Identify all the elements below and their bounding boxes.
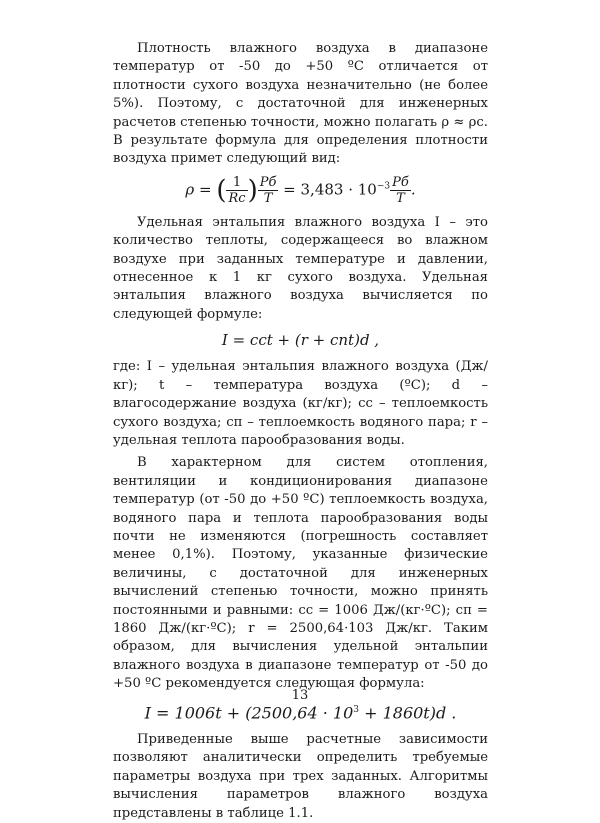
formula-enthalpy-numeric-text: I = 1006t + (2500,64 · 10 <box>144 702 354 722</box>
formula-density-frac2: $\frac{Pб}{T}$ <box>259 174 277 206</box>
formula-enthalpy-numeric-tail: + 1860t)d . <box>359 702 457 722</box>
formula-enthalpy-numeric-exp: 3 <box>353 704 359 715</box>
formula-enthalpy: I = cсt + (r + cпt)d , <box>221 331 380 350</box>
formula-enthalpy-numeric <box>113 700 488 723</box>
paragraph-constants: В характерном для систем отопления, вентиляции и кондиционирования диапазоне температур (от -50 до +50 ºС) теплоемкость воздуха, водяного пара и теплота парообразования воды почти не изменяются (погрешность составляет менее 0,1%). Поэтому, указанные физические величины, с достаточной для инженерных вычислений степенью точности, можно принять постоянными и равными: cс = 1006 Дж/(кг·ºС); cп = 1860 Дж/(кг·ºС); r = 2500,64·103 Дж/кг. Таким образом, для вычисления удельной энтальпии влажного воздуха в диапазоне температур от -50 до +50 ºС рекомендуется следующая формула: <box>113 455 488 692</box>
paragraph-enthalpy-definition: Удельная энтальпия влажного воздуха I – это количество теплоты, содержащееся во влажном воздухе при заданных температуре и давлении, отнесенное к 1 кг сухого воздуха. Удельная энтальпия влажного воздуха вычисляется по следующей формуле: <box>113 214 488 322</box>
formula-density-exp: −3 <box>376 181 391 192</box>
formula-density-middle: = 3,483 · 10 <box>278 180 377 199</box>
paragraph-conclusion: Приведенные выше расчетные зависимости позволяют аналитически определить требуемые параметры воздуха при трех заданных. Алгоритмы вычисления параметров влажного воздуха представлены в таблице 1.1. <box>113 731 488 821</box>
formula-density: ρ = ( $\frac{1}{Rc}$ ) $\frac{Pб}{T}$ = $3,483 \cdot 10^{-3}$ $\frac{Pб}{T}$ . <box>185 174 416 206</box>
formula-density-frac1: $\frac{1}{Rc}$ <box>228 174 246 206</box>
page-number: 13 <box>291 688 309 703</box>
formula-density-lhs: ρ = <box>185 180 217 199</box>
paragraph-density: Плотность влажного воздуха в диапазоне температур от -50 до +50 ºС отличается от плотности сухого воздуха незначительно (не более 5%). Поэтому, с достаточной для инженерных расчетов степенью точности, можно полагать ρ ≈ ρс. В результате формула для определения плотности воздуха примет следующий вид: <box>113 41 488 167</box>
formula-density-end: . <box>410 180 416 199</box>
paragraph-legend: где: I – удельная энтальпия влажного воздуха (Дж/кг); t – температура воздуха (ºС); d – влагосодержание воздуха (кг/кг); cс – теплоемкость сухого воздуха; cп – теплоемкость водяного пара; r – удельная теплота парообразования воды. <box>113 359 488 448</box>
formula-density-frac3: $\frac{Pб}{T}$ <box>392 174 409 206</box>
page-body <box>113 40 488 823</box>
